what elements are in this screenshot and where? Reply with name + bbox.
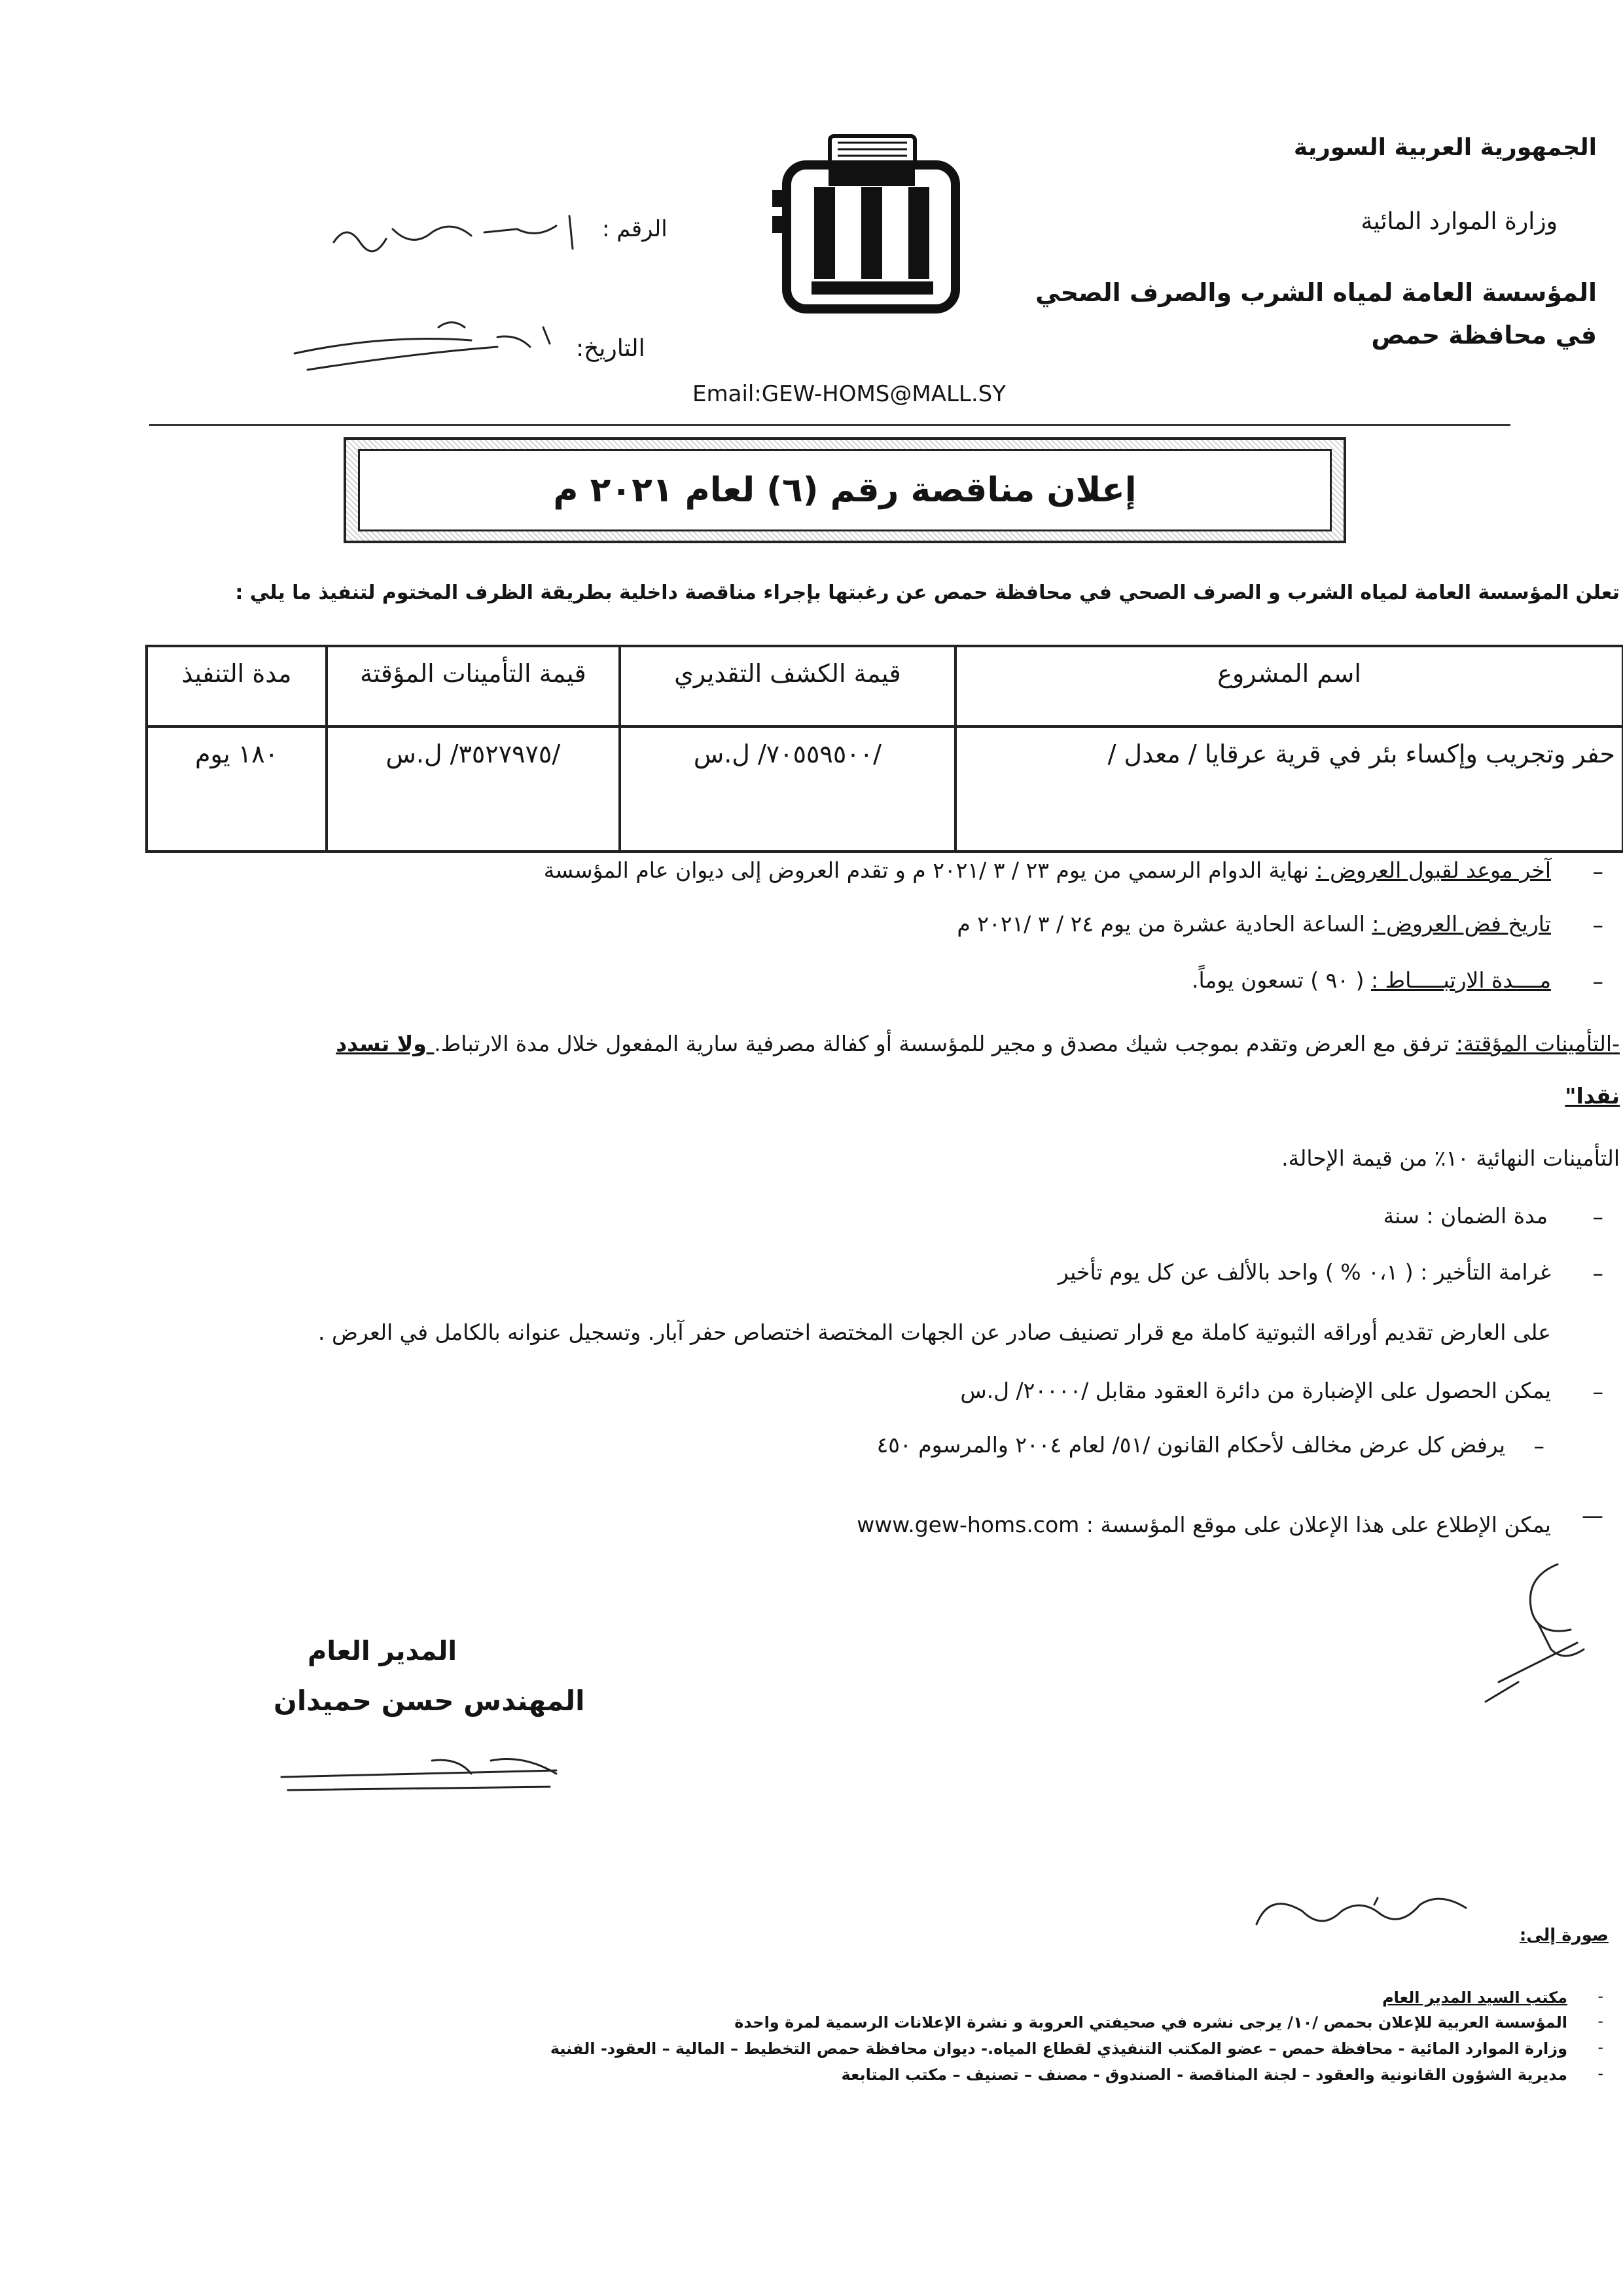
director-name: المهندس حسن حميدان: [274, 1685, 585, 1717]
penalty-item: غرامة التأخير : ( ٠،١ % ) واحد بالألف عن كل يوم تأخير: [1058, 1259, 1551, 1285]
handwritten-reference-number: [321, 203, 596, 268]
header-duration: مدة التنفيذ: [147, 646, 327, 726]
copy-line: مديرية الشؤون القانونية والعقود – لجنة المناقصة - الصندوق - مصنف – تصنيف – مكتب المتابعة: [841, 2066, 1567, 2084]
bidder-requirements: على العارض تقديم أوراقه الثبوتية كاملة مع قرار تصنيف صادر عن الجهات المختصة اختصاص حفر آبار. وتسجيل عنوانه بالكامل في العرض .: [317, 1319, 1551, 1345]
deadline-item: [544, 857, 1551, 883]
handwritten-initials: [1459, 1551, 1603, 1708]
reference-label: الرقم :: [602, 216, 668, 242]
temp-guarantee-text: ترفق مع العرض وتقدم بموجب شيك مصدق و مجير للمؤسسة أو كفالة مصرفية سارية المفعول خلال مدة الارتباط.: [434, 1031, 1456, 1056]
binding-text: ( ٩٠ ) تسعون يوماً.: [1192, 967, 1371, 993]
header-institution: المؤسسة العامة لمياه الشرب والصرف الصحي: [1035, 278, 1597, 307]
table-row: [147, 726, 1623, 852]
bullet-dash: -: [1597, 1987, 1603, 2005]
bullet-dash: —: [1582, 1503, 1603, 1528]
cell-estimate: /٧٠٥٥٩٥٠٠/ ل.س: [620, 726, 956, 852]
temp-guarantee-item: [336, 1031, 1620, 1056]
header-estimate: قيمة الكشف التقديري: [620, 646, 956, 726]
reject-item: يرفض كل عرض مخالف لأحكام القانون /٥١/ لعام ٢٠٠٤ والمرسوم ٤٥٠: [876, 1432, 1505, 1458]
director-title: المدير العام: [308, 1636, 457, 1666]
final-guarantee: التأمينات النهائية ١٠٪ من قيمة الإحالة.: [1281, 1145, 1620, 1171]
cell-project: حفر وتجريب وإكساء بئر في قرية عرقايا / معدل /: [955, 726, 1623, 852]
opening-item: [957, 911, 1551, 937]
binding-label: مــــدة الارتبـــــاط :: [1370, 967, 1551, 993]
tender-table: [145, 645, 1623, 853]
header-project-name: اسم المشروع: [955, 646, 1623, 726]
email-address: Email:GEW-HOMS@MALL.SY: [692, 381, 1007, 407]
header-divider: [149, 424, 1510, 426]
copy-line: مكتب السيد المدير العام: [1382, 1988, 1567, 2007]
copy-line: المؤسسة العربية للإعلان بحمص /١٠/ يرجى نشره في صحيفتي العروبة و نشرة الإعلانات الرسمية لمرة واحدة: [734, 2013, 1567, 2032]
header-governorate: في محافظة حمص: [1371, 321, 1597, 350]
header-deposit: قيمة التأمينات المؤقتة: [327, 646, 620, 726]
bullet-dash: –: [1592, 859, 1603, 884]
institution-logo: [772, 124, 975, 314]
bullet-dash: –: [1533, 1433, 1544, 1459]
header-ministry: وزارة الموارد المائية: [1361, 208, 1558, 235]
bullet-dash: –: [1592, 1379, 1603, 1405]
bullet-dash: -: [1597, 2038, 1603, 2056]
deadline-label: آخر موعد لقبول العروض :: [1315, 857, 1551, 883]
bullet-dash: -: [1597, 2064, 1603, 2083]
table-header-row: [147, 646, 1623, 726]
handwritten-date: [281, 308, 582, 380]
cell-deposit: /٣٥٢٧٩٧٥/ ل.س: [327, 726, 620, 852]
opening-label: تاريخ فض العروض :: [1372, 911, 1551, 937]
copies-label: صورة إلى:: [1519, 1926, 1609, 1945]
bullet-dash: –: [1592, 969, 1603, 994]
bullet-dash: –: [1592, 1261, 1603, 1286]
temp-guarantee-label: -التأمينات المؤقتة:: [1455, 1031, 1620, 1056]
warranty-item: مدة الضمان : سنة: [1383, 1203, 1548, 1229]
date-label: التاريخ:: [576, 335, 645, 362]
temp-guarantee-cont: نقدا": [1565, 1083, 1620, 1109]
bullet-dash: –: [1592, 912, 1603, 938]
binding-item: [1192, 967, 1551, 993]
header-country: الجمهورية العربية السورية: [1293, 134, 1597, 161]
intro-text: تعلن المؤسسة العامة لمياه الشرب و الصرف الصحي في محافظة حمص عن رغبتها بإجراء مناقصة داخلية بطريقة الظرف المختوم لتنفيذ ما يلي :: [235, 581, 1620, 604]
copies-signature: [1243, 1872, 1479, 1950]
opening-text: الساعة الحادية عشرة من يوم ٢٤ / ٣ /٢٠٢١ م: [957, 911, 1372, 937]
deadline-text: نهاية الدوام الرسمي من يوم ٢٣ / ٣ /٢٠٢١ م و تقدم العروض إلى ديوان عام المؤسسة: [543, 857, 1316, 883]
dossier-item: يمكن الحصول على الإضبارة من دائرة العقود مقابل /٢٠٠٠٠/ ل.س: [960, 1378, 1551, 1403]
temp-guarantee-bold: ولا تسدد: [336, 1031, 435, 1056]
bullet-dash: -: [1597, 2012, 1603, 2030]
bullet-dash: –: [1592, 1204, 1603, 1230]
title-frame: [344, 437, 1346, 543]
announcement-title: إعلان مناقصة رقم (٦) لعام ٢٠٢١ م: [553, 471, 1137, 510]
director-signature: [275, 1734, 576, 1806]
copy-line: وزارة الموارد المائية - محافظة حمص – عضو المكتب التنفيذي لقطاع المياه.- ديوان محافظة حمص التخطيط – المالية – العقود- الفنية: [550, 2039, 1567, 2058]
cell-duration: ١٨٠ يوم: [147, 726, 327, 852]
website-item: يمكن الإطلاع على هذا الإعلان على موقع المؤسسة : www.gew-homs.com: [857, 1512, 1551, 1537]
